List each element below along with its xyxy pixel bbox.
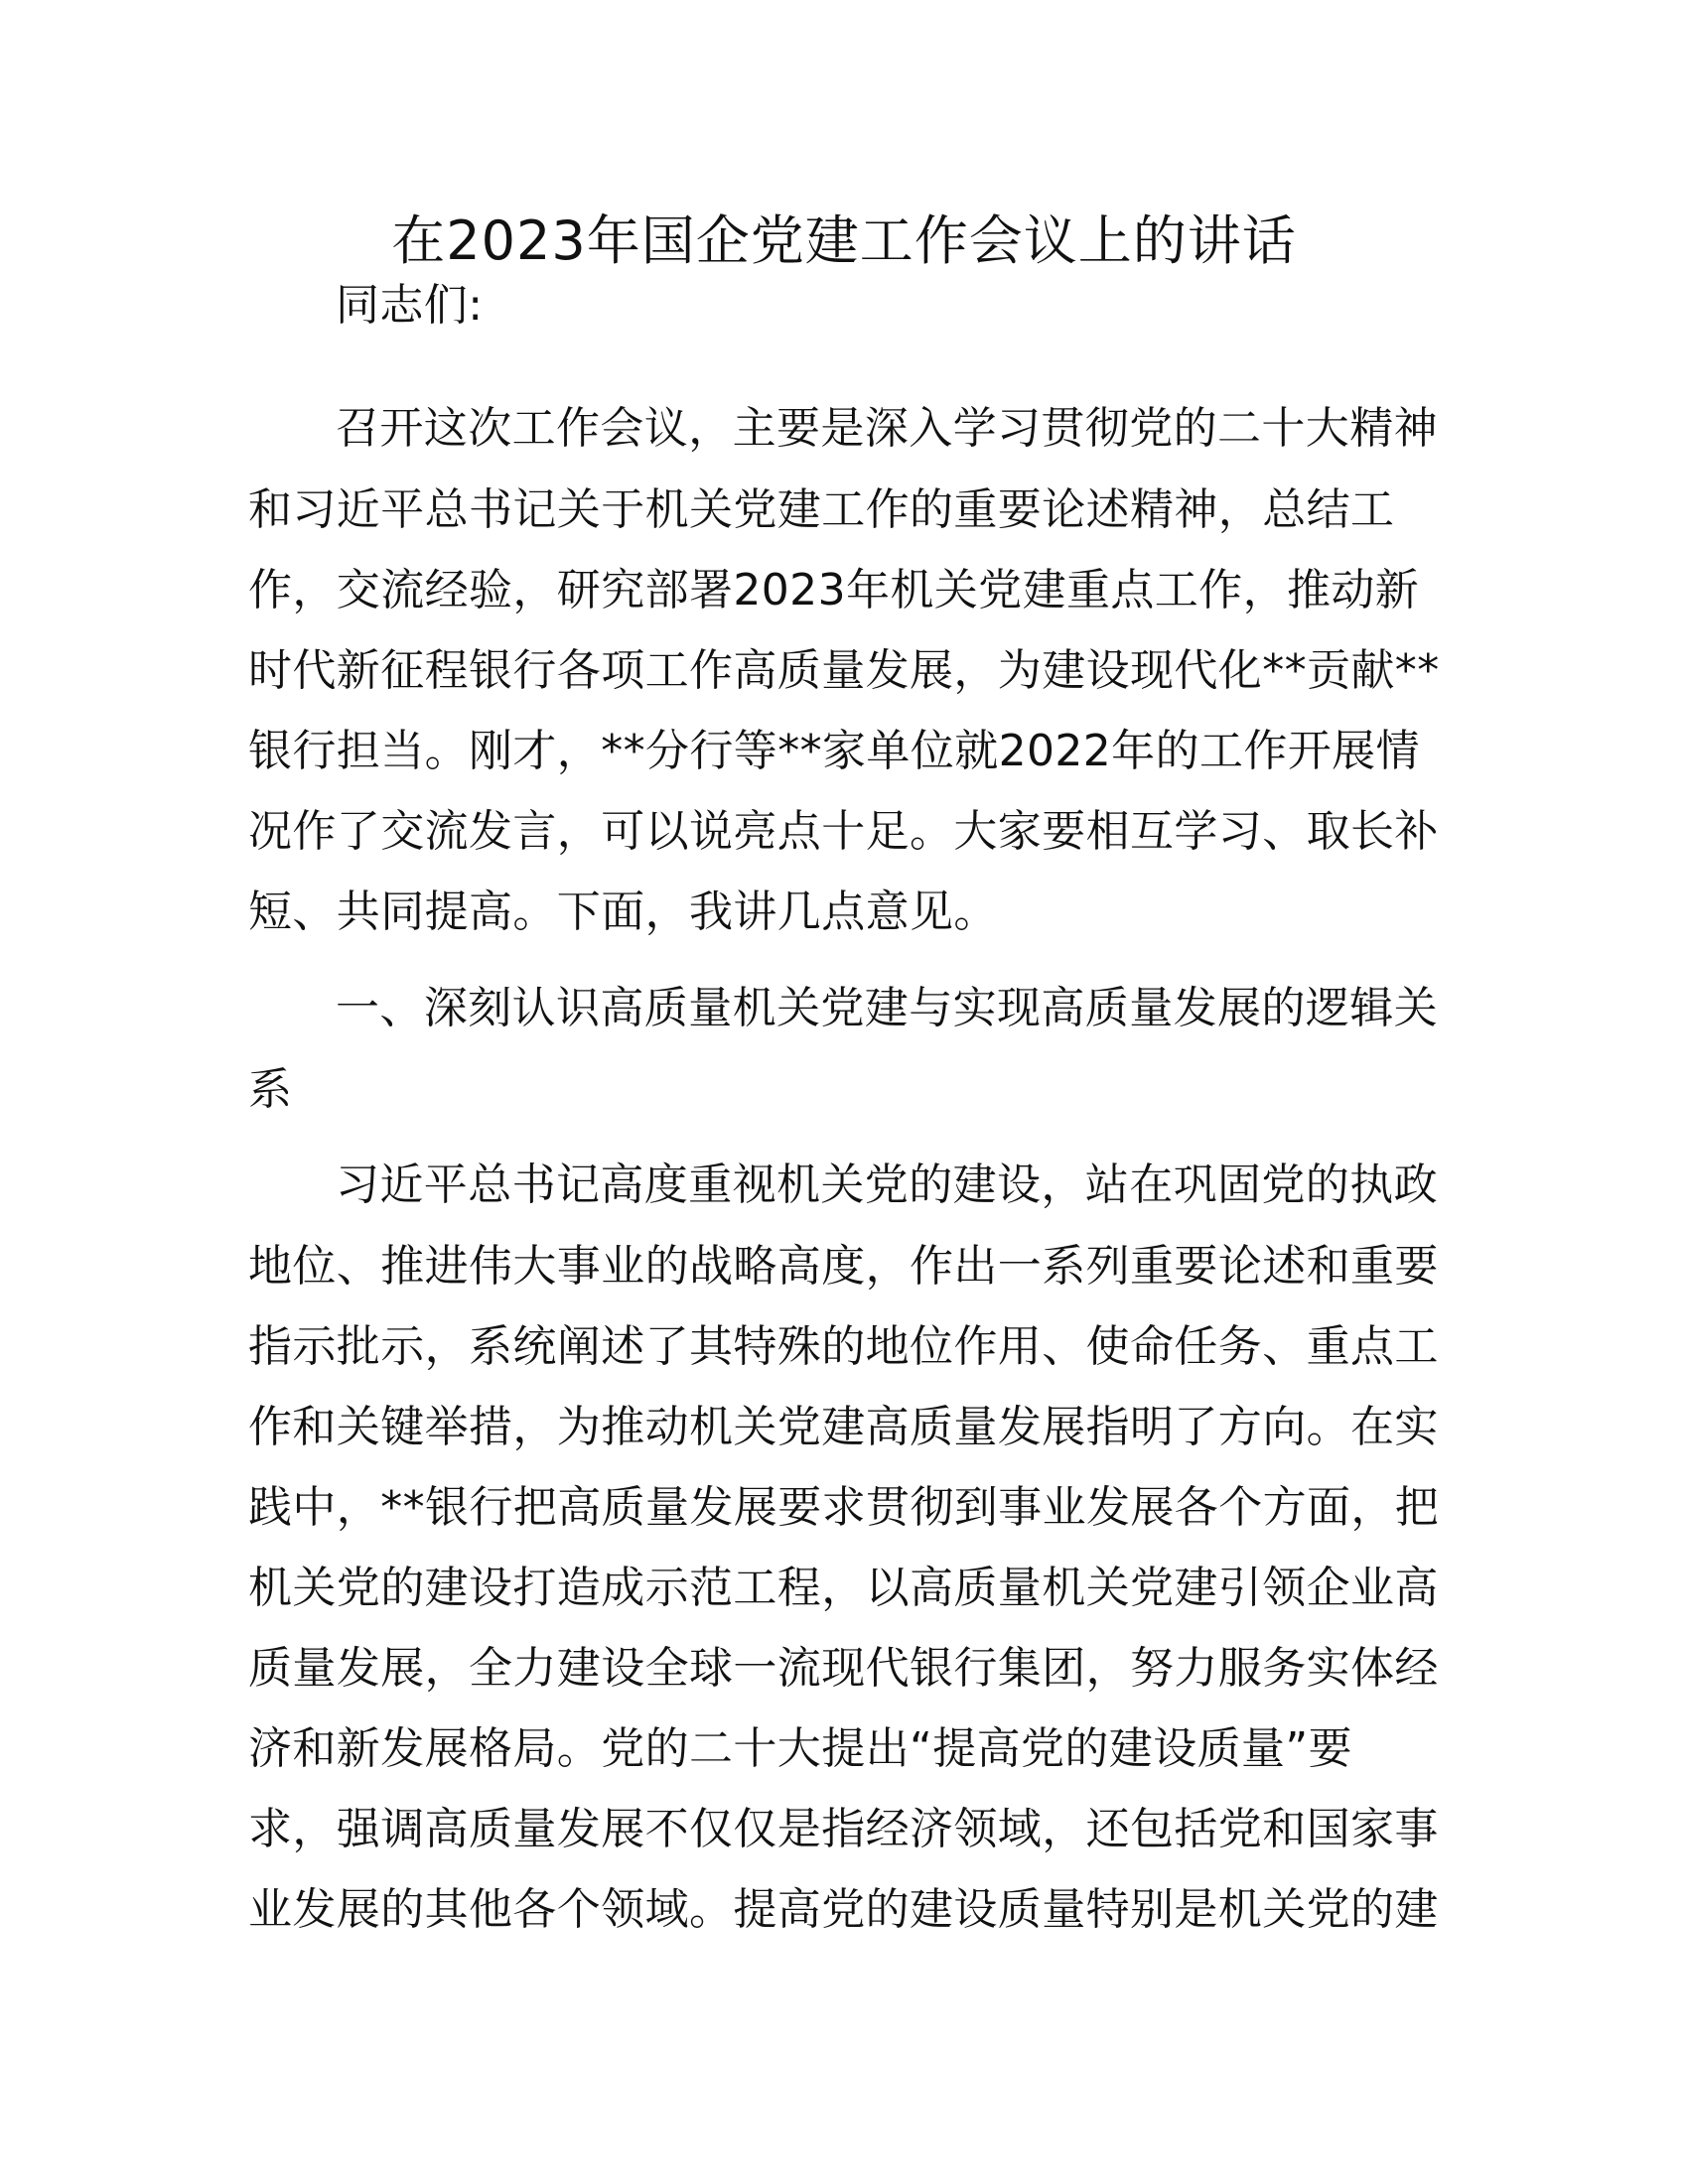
salutation: 同志们: xyxy=(336,280,484,331)
document-title: 在2023年国企党建工作会议上的讲话 xyxy=(391,209,1297,272)
paragraph-line: 习近平总书记高度重视机关党的建设，站在巩固党的执政 xyxy=(336,1160,1438,1210)
paragraph-line: 质量发展，全力建设全球一流现代银行集团，努力服务实体经 xyxy=(248,1643,1439,1694)
paragraph-line: 作，交流经验，研究部署2023年机关党建重点工作，推动新 xyxy=(248,565,1420,615)
paragraph-line: 地位、推进伟大事业的战略高度，作出一系列重要论述和重要 xyxy=(248,1241,1439,1292)
section-heading: 系 xyxy=(248,1064,293,1115)
paragraph-line: 银行担当。刚才，**分行等**家单位就2022年的工作开展情 xyxy=(248,726,1420,776)
paragraph-line: 机关党的建设打造成示范工程，以高质量机关党建引领企业高 xyxy=(248,1563,1439,1613)
paragraph-line: 况作了交流发言，可以说亮点十足。大家要相互学习、取长补 xyxy=(248,806,1439,857)
paragraph-line: 业发展的其他各个领域。提高党的建设质量特别是机关党的建 xyxy=(248,1884,1439,1935)
paragraph-line: 济和新发展格局。党的二十大提出“提高党的建设质量”要 xyxy=(248,1723,1352,1774)
section-heading: 一、深刻认识高质量机关党建与实现高质量发展的逻辑关 xyxy=(336,983,1438,1033)
paragraph-line: 践中，**银行把高质量发展要求贯彻到事业发展各个方面，把 xyxy=(248,1482,1440,1533)
paragraph-line: 和习近平总书记关于机关党建工作的重要论述精神，总结工 xyxy=(248,484,1395,535)
paragraph-line: 指示批示，系统阐述了其特殊的地位作用、使命任务、重点工 xyxy=(248,1321,1439,1372)
paragraph-line: 求，强调高质量发展不仅仅是指经济领域，还包括党和国家事 xyxy=(248,1804,1439,1854)
paragraph-line: 作和关键举措，为推动机关党建高质量发展指明了方向。在实 xyxy=(248,1402,1439,1452)
paragraph-line: 短、共同提高。下面，我讲几点意见。 xyxy=(248,887,998,937)
paragraph-line: 时代新征程银行各项工作高质量发展，为建设现代化**贡献** xyxy=(248,645,1440,696)
paragraph-line: 召开这次工作会议，主要是深入学习贯彻党的二十大精神 xyxy=(336,403,1438,454)
